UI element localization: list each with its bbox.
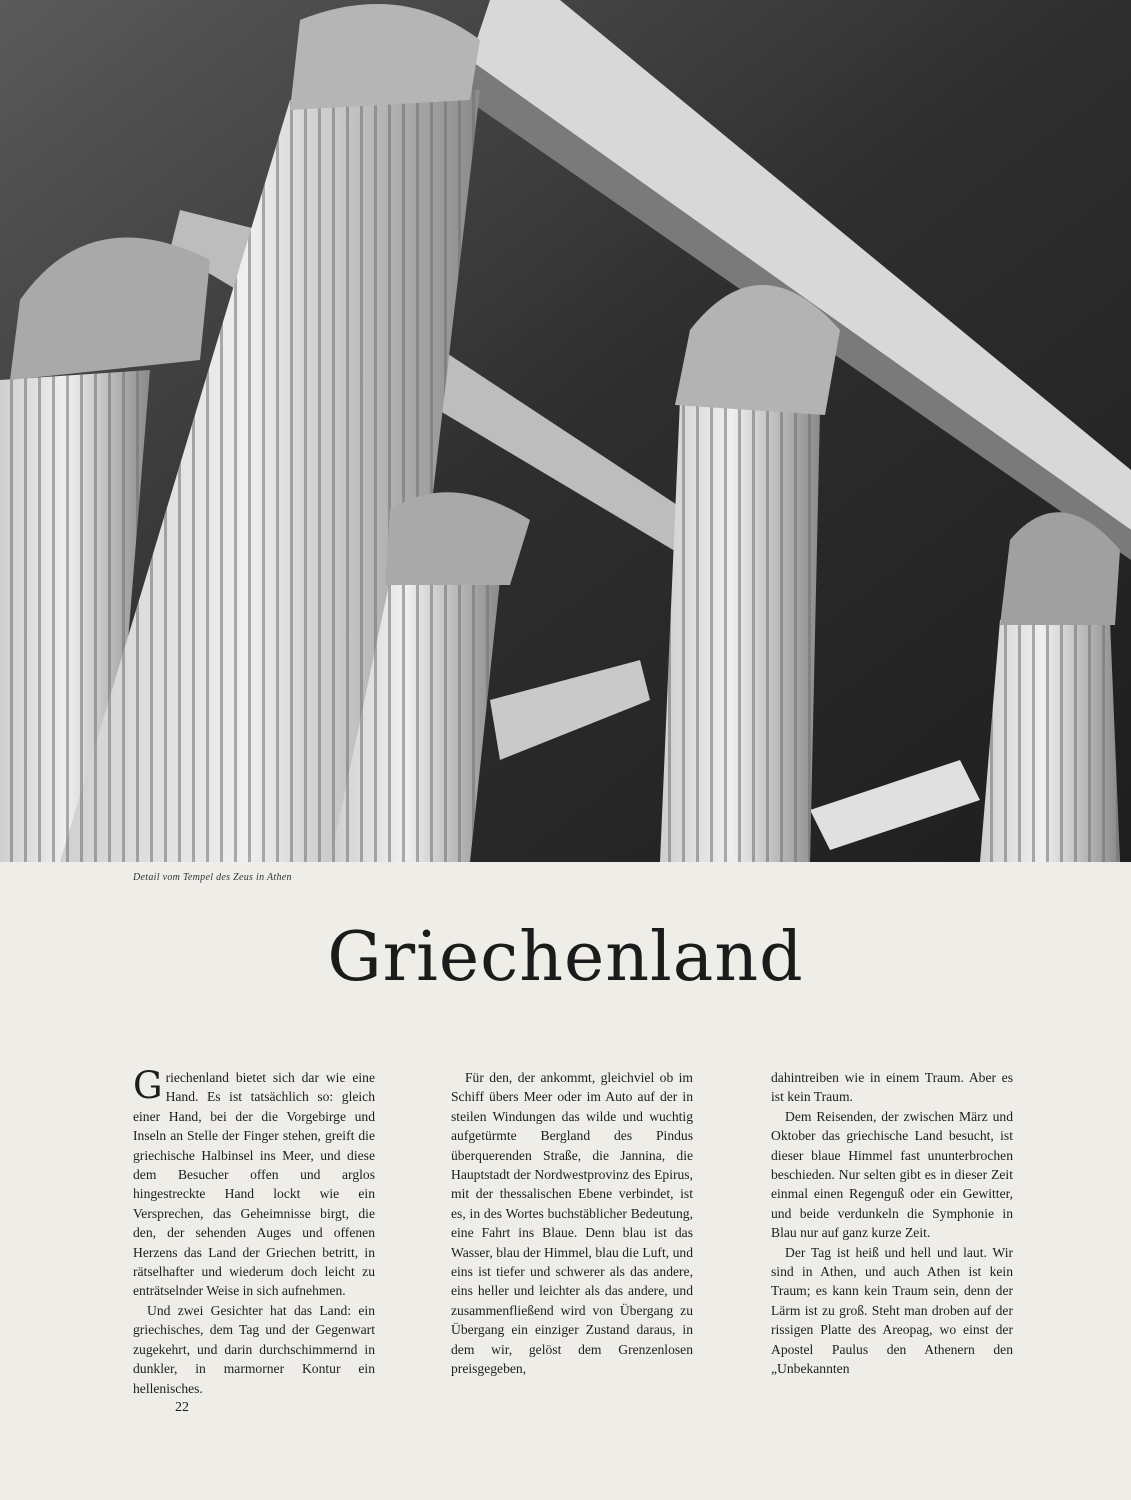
article-body [133,1064,1013,1396]
paragraph: dahintreiben wie in einem Traum. Aber es ist kein Traum. [771,1070,1013,1105]
column-1 [133,1064,375,1398]
column-3 [771,1068,1013,1379]
paragraph: Und zwei Gesichter hat das Land: ein griechisches, dem Tag und der Gegenwart zugekehrt, und darin durchschimmernd in dunkler, in marmorner Kontur ein hellenisches. [133,1302,375,1396]
article-title: Griechenland [327,918,804,997]
paragraph: Für den, der ankommt, gleichviel ob im Schiff übers Meer oder im Auto auf der in steilen Windungen das wilde und wuchtig aufgetürmte Bergland des Pindus überquerenden Straße, die Jannina, die Hauptstadt der Nordwestprovinz des Epirus, mit der thessalischen Ebene verbindet, ist es, in des Wortes buchstäblicher Bedeutung, eine Fahrt ins Blaue. Denn blau ist das Wasser, blau der Himmel, blau die Luft, und eins ist tiefer und schwerer als das andere, eins heller und leichter als das andere, und zusammenfließend wird von Übergang zu Übergang ein einziger Zustand daraus, in dem wir, gelöst dem Grenzenlosen preisgegeben, [451,1070,693,1377]
paragraph: Dem Reisenden, der zwischen März und Oktober das griechische Land besucht, ist dieser blaue Himmel fast ununterbrochen beschieden. Nur selten gibt es in dieser Zeit einmal einen Regenguß oder ein Gewitter, und beide verdunkeln die Symphonie in Blau nur auf ganz kurze Zeit. [771,1108,1013,1241]
drop-cap: G [133,1064,163,1107]
column-2 [451,1068,693,1379]
paragraph [133,1064,375,1301]
photo-caption: Detail vom Tempel des Zeus in Athen [133,872,292,883]
paragraph: Der Tag ist heiß und hell und laut. Wir sind in Athen, und auch Athen ist kein Traum; es kann kein Traum sein, denn der Lärm ist zu groß. Steht man droben auf der rissigen Platte des Areopag, wo einst der Apostel Paulus den Athenern den „Unbekannten [771,1244,1013,1377]
paragraph-text: riechenland bietet sich dar wie eine Hand. Es ist tatsächlich so: gleich einer Hand, bei der die Vorgebirge und Inseln an Stelle der Finger stehen, greift die griechische Halbinsel ins Meer, und diese dem Besucher offen und arglos hingestreckte Hand lockt wie ein Versprechen, das Geheimnisse birgt, die den, der sehenden Auges und offenen Herzens das Land der Griechen betritt, in rätselhafter und wiederum doch leicht zu enträtselnder Weise in sich aufnehmen. [133,1070,375,1299]
page-number: 22 [175,1400,189,1415]
